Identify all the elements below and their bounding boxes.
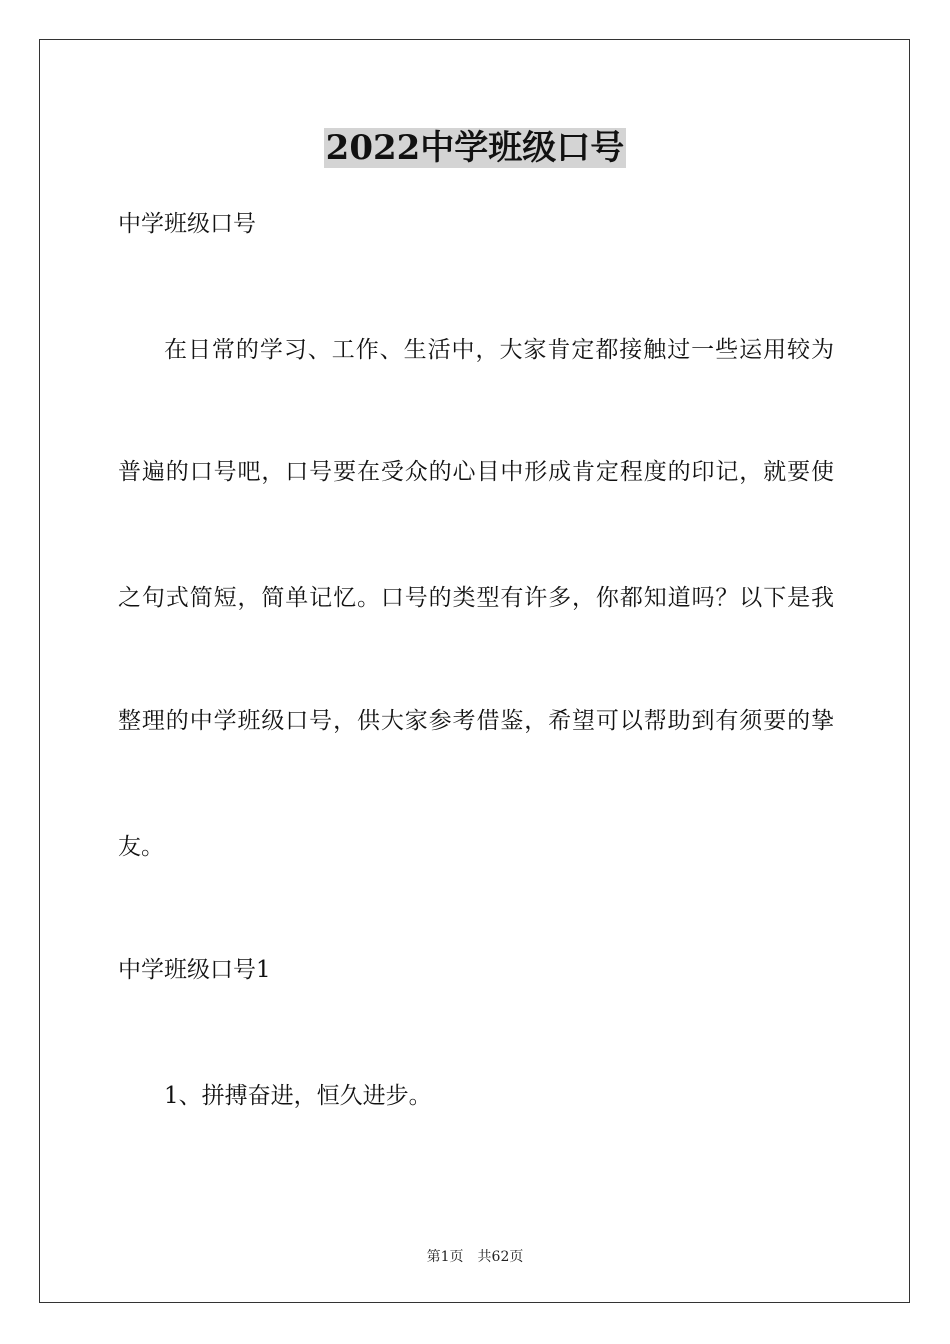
slogan-item-1: 1、拼搏奋进，恒久进步。 xyxy=(164,1083,432,1109)
intro-line-2: 普遍的口号吧，口号要在受众的心目中形成肯定程度的印记，就要使 xyxy=(118,459,834,485)
document-title xyxy=(0,126,950,170)
section-heading: 中学班级口号1 xyxy=(118,957,271,983)
page-total: 共62页 xyxy=(477,1249,524,1265)
document-title-text: 2022中学班级口号 xyxy=(325,128,625,168)
page-number: 第1页 xyxy=(426,1249,464,1265)
intro-line-5: 友。 xyxy=(118,834,164,860)
intro-line-1: 在日常的学习、工作、生活中，大家肯定都接触过一些运用较为 xyxy=(164,337,834,363)
document-subtitle: 中学班级口号 xyxy=(118,211,256,237)
page-footer xyxy=(0,1248,950,1266)
intro-line-4: 整理的中学班级口号，供大家参考借鉴，希望可以帮助到有须要的挚 xyxy=(118,708,834,734)
intro-line-3: 之句式简短，简单记忆。口号的类型有许多，你都知道吗？以下是我 xyxy=(118,585,834,611)
